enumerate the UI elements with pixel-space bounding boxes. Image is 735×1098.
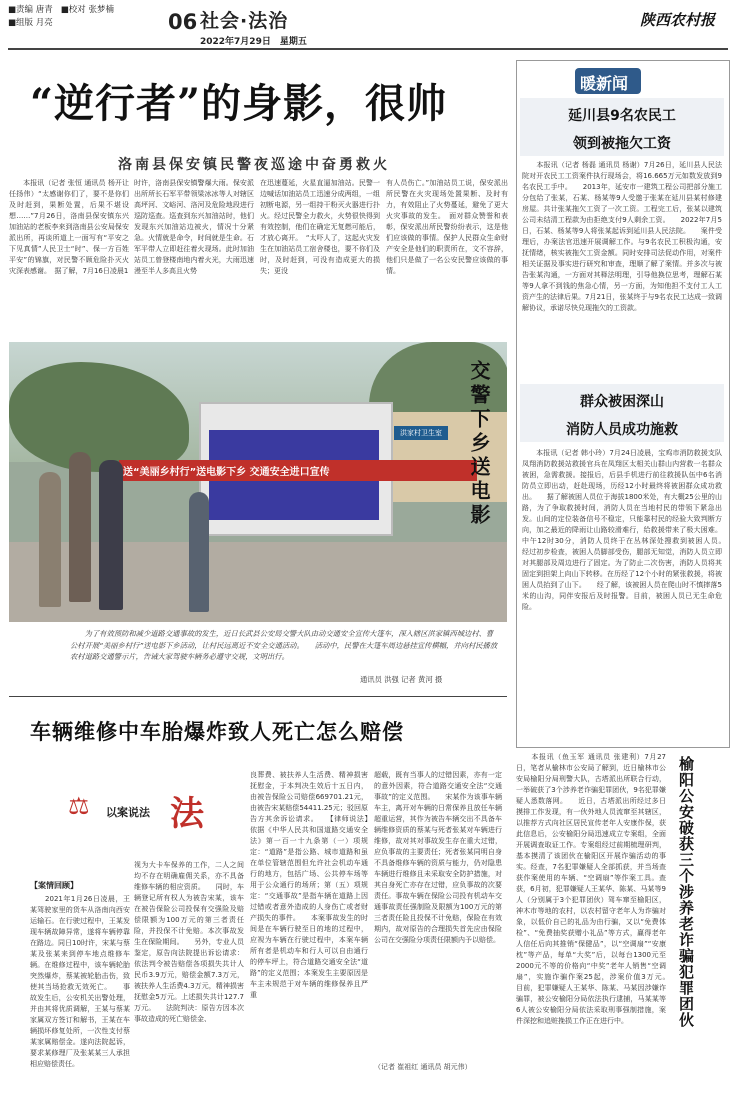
proof-line: ■校对 张梦楠	[60, 5, 114, 15]
lead-col-4: 有人员伤亡。”加油站员工说，保安派出所民警在火灾现场处置果断、及时有力，有效阻止了火势蔓延，避免了更大火灾事故的发生。 面对群众赞誉和表彰，保安派出所民警纷纷表示，这是他们应该做的事情。保护人民群众生命财产安全是他们的职责所在，文不容辞，他们只是做了一名公安民警应该做的事情。	[386, 179, 508, 275]
lead-headline: “逆行者”的身影，很帅	[30, 80, 448, 127]
story1-title-2: 领到被拖欠工资	[573, 136, 671, 152]
lead-col-2: 时许，洛南县保安镇警爆大雨。保安派出所所长石军平带领梁冰冰等人对辖区高坪河、文峪河、洛河及危险地段进行巡防巡查。巡查到东兴加油站时，他们发现东兴加油站边被火，情况十分紧急。火情就是命令，时间就是生命。石军平带人立即赶往着火现场。此时加油站员工曾登楼南地内着火光，大雨迅速漫至半人多高且火势	[134, 179, 254, 275]
law-col-3: 良葬费、被扶养人生活费、精神损害抚慰金，于本判决生效后十五日内，由被告保险公司赔偿669701.21元，由被告宋某赔偿54411.25元；驳回原告方其余诉讼请求。 【律师说法】 依据《中华人民共和国道路交通安全法》第一百一十九条第（一）项规定：“道路”是指公路、城市道路和虽在单位管辖范围但允许社会机动车通行的地方，包括广场、公共停车场等用于公众通行的场所；第（五）项规定：“交通事故”是指车辆在道路上因过错或者意外造成的人身伤亡或者财产损失的事件。 本案事故发生的时间是在车辆行驶至日的地的过程中，应视为车辆在行驶过程中，本案车辆所有者是机动车和行人可以自由通行的停车坪上，符合道路交通安全法“道路”的定义范围；本案发生主要原因是车主未规范于对车辆的维修保养且严重	[250, 771, 368, 999]
story2-title-2: 消防人员成功施救	[566, 422, 678, 438]
issue-date: 2022年7月29日 星期五	[200, 37, 307, 47]
story3-vertical-title: 榆阳公安破获三个涉养老诈骗犯罪团伙	[677, 756, 695, 1028]
law-col-1: 2021年1月26日凌晨，王某驾驶家里的货车从洛南向西安运输石。在行驶过程中，王某发现车辆故障异常，遂将车辆停靠在路边。同日10时许，宋某与蔡某及张某来到停车地点维修车辆。在维修过程中，该车辆轮胎突然爆炸，蔡某被轮胎击伤，致使其当场抢救无效死亡。 事故发生后，公安机关出警处理，并由其将优质调解，王某与蔡某家属双方签订和解书，王某在车辆损坏修复处所，一次性支付蔡某家属赔偿金。遂向法院起诉，要求某修理厂及张某某三人承担相应赔偿责任。	[30, 895, 130, 1068]
page-number: 06	[168, 10, 198, 34]
story2-title-1: 群众被困深山	[580, 394, 664, 410]
law-col-2: 视为大卡车保养的工作，二人之间均不存在明确雇佣关系，亦不具备维修车辆的相应资质。 同时，车辆登记所有权人为被告宋某，该车在被告保险公司投保有交强险及赔偿限额为100万元的第三者责任险，并投保不计免赔。本次事故发生在保险期间。 另外，专业人员鉴定，原告向法院提出诉讼请求：依法判令被告赔偿各项损失共计人民币3.9万元，赔偿金额7.3万元，被扶养人生活费4.3万元，精神损害抚慰金5万元。上述损失共计127.7万元。 法院判决：原告方因本次事故造成的死亡赔偿金、	[134, 861, 244, 1023]
scales-icon: ⚖	[68, 792, 90, 820]
law-logo-big: 法	[170, 794, 204, 834]
lead-col-3: 在迅速蔓延，火星直逼加油站。民警一边喊话加油站员工迅速分成两组，一组初断电源，另一组持干粉灭火器进行扑火。经过民警全力救火，火势很快得到有效控制，他们在确定无复燃可能后，才放心离开。 “太吓人了，这起火灾发生在加油站员工宿舍楼也，要不你们及时，及时赶到，可没有造成更大的损失；更没	[260, 179, 380, 275]
law-headline: 车辆维修中车胎爆炸致人死亡怎么赔偿	[30, 720, 404, 744]
photo-credit: 通讯员 洪强 记者 黄河 摄	[360, 675, 443, 684]
story2-body: 本报讯（记者 韩小玲）7月24日凌晨，宝鸡市消防救援支队凤翔消防救援站救援官兵在凤翔区太相关山群山内营救一名群众被困，急需救援。接报后，后县手机进行前往救援队伍中6名消防员立即出动，赶赴现场，历经12小时最终将被困群众成功救出。 据了解被困人员位于海拔1800米处，有大概25公里的山路，为了争取救援时间，消防人员在当地村民的带领下紧急出发。山间的定位装备信号不稳定，只能靠村民的经验大致判断方向，加之最近的降雨让山路较滑难行，给救援带来了极大困难。中午12时30分，消防人员终于在丛林深处搜救到被困人员。 经过初步检查，被困人员脚部受伤，腿部无知觉，消防人员立即对其腿部及周边进行了固定。为了防止二次伤害，消防人员将其固定到担架上向山下转移。在历经了12个小时的紧张救援，将被困人员抬到了山下。 经了解，该被困人员在爬山时不慎摔落5米的山沟，同伴安报后及时报警。目前，被困人员已无生命危险。	[522, 449, 722, 611]
design-line: ■组版 月亮	[8, 18, 53, 28]
story1-title-1: 延川县9名农民工	[568, 108, 676, 124]
event-photo	[9, 342, 507, 622]
case-label: 【案情回顾】	[30, 881, 78, 890]
header-rule	[8, 48, 728, 50]
section-divider	[9, 696, 507, 697]
clinic-sign: 洪家村卫生室	[394, 426, 448, 440]
screen-slogan: 送“美丽乡村行”送电影下乡 交通安全进口宣传	[119, 460, 477, 481]
story1-body: 本报讯（记者 杨磊 通讯员 杨谢）7月26日，延川县人民法院对开农民工工资案件执行现场会，将16.665万元如数发放到9名农民工手中。 2013年，延安市一建筑工程公司把部分施工分包给了张某，石某、杨某等9人受邀于张某在延川县某村修建房屋。共计张某拖欠工资了一次工资。工程完工后，张某以建筑公司未结清工程款为由拒绝支付9人剩余工资。 2022年7月5日，石某、杨某等9人将张某起诉到延川县人民法院。 案件受理后，办案法官迅速开展调解工作。与9名农民工积极沟通，安抚情绪，核实被拖欠工资金额。同时安排司法促动作用，对案件相关证据及事实进行研究和审查，理顺了解了案情。并多次与被告张某沟通，一方面对其释法明理，引导他换位思考，理解石某等9人拿不到钱的焦急心情，另一方面，为知他担不支付工人工资产生的法律后果。7月21日，张某终于与9名农民工达成一致调解协议，承诺尽快兑现拖欠的工资款。	[522, 161, 722, 312]
photo-caption: 为了有效预防和减少道路交通事故的发生，近日长武县公安局交警大队由动交通安全宣传大篷车，深入辖区洪家镇西城边村、曹公村开展“美丽乡村行”送电影下乡活动，让村民远离近不安全交通活动。 活动中，民警在大篷车周边悬挂宣传横幅，并向村民播放农村道路交通警示片，告诫大家驾驶车辆务必遵守交规，文明出行。	[70, 629, 498, 661]
law-logo	[60, 784, 210, 834]
photo-vertical-title: 交警下乡送电影	[467, 360, 491, 528]
law-byline: （记者 崔祖红 通讯员 胡元伟）	[374, 1063, 472, 1071]
law-logo-text: 以案说法	[106, 806, 150, 819]
lead-subhead: 洛南县保安镇民警夜巡途中奋勇救火	[118, 157, 390, 173]
lead-col-1: 本报讯（记者 张恒 通讯员 杨开让 任扬伟）“太感谢你们了，要不是你们及时赶到，果断处置，后果不堪设想……”7月26日，洛南县保安镇东兴加油站的老板李来到洛南县公安局保安派出所，再谈所道上一面写有“平安之下见真情”人民卫士“时”、保一方百姓平安”的锦旗，对民警不顾危险扑灭火灾深表感谢。 据了解，7月16日凌晨1	[9, 179, 129, 275]
news-box-label: 暖新闻	[580, 74, 629, 93]
story3-body: 本报讯（鱼玉军 通讯员 张建利）7月27日，笔者从榆林市公安局了解到，近日榆林市公安局榆阳分局刑警大队，古塔派出所联合行动，一举破获了3个涉养老诈骗犯罪团伙，9名犯罪嫌疑人悉数落网。 近日，古塔派出所经过多日摸排工作发现，有一伙外地人员流窜至其辖区，以推荐方式向社区居民宣传老年人安康作保，获此信息后，公安榆阳分局迅速成立专案组，全面开展调查取证工作。专案组经过前期梳理研判，基本摸清了该团伙在榆阳区开展诈骗活动的事实。经查，7名犯罪嫌疑人全部抓获，并当场查获作案使用的车辆、“空调扇”等作案工具。查获，6月初，犯罪嫌疑人王某华、陈某、马某等9人（分别属于3个犯罪团伙）驾车窜至榆阳区，神木市等地的农村，以农村留守老年人为诈骗对象，以低价自己的礼品为由行骗，又以“免费体检”、“免费抽奖获赠小礼品”等方式，赢得老年人信任后向其推销“保健品”，以“空调扇”“安康枕”等产品，每单“大奖”后，以每台1300元至2000元不等的价格向“中奖”老年人销售“空调扇”，实施诈骗作案25起，涉案价值3万元。 目前，犯罪嫌疑人王某华、陈某、马某因涉嫌诈骗罪，被公安榆阳分局依法执行逮捕，马某某等6人被公安榆阳分局依法采取刑事强制措施，案件深挖和追赃挽损工作正在进行中。	[516, 753, 666, 1025]
section-title: 社会·法治	[200, 10, 289, 32]
editor-line: ■责编 唐青	[8, 5, 53, 15]
editor-credits	[8, 4, 168, 30]
masthead-logo: 陕西农村报	[640, 11, 716, 29]
law-col-4: 超载，既有当事人的过错因素，亦有一定的意外因素，符合道路交通安全法“交通事故”的定义范围。 宋某作为该事车辆车主，离开对车辆的日常保养且放任车辆超重运营，其作为被告车辆交出不具备车辆维修资质的蔡某与死者张某对车辆进行维修，故对其对事故发生存在重大过错，应负事故的主要责任；死者张某同明自身不具备维修车辆的资质与能力，仍对隐患车辆进行维修且未采取安全防护措施，对其自身死亡亦存在过错，应负事故的次要责任。事故车辆在保险公司投有机动车交通事故责任强制险及限额为100万元的第三者责任险且投保不计免赔，保险在有效期内，故对原告的合理损失首先应由保险公司在交强险分项责任限额内予以赔偿。	[374, 771, 502, 944]
